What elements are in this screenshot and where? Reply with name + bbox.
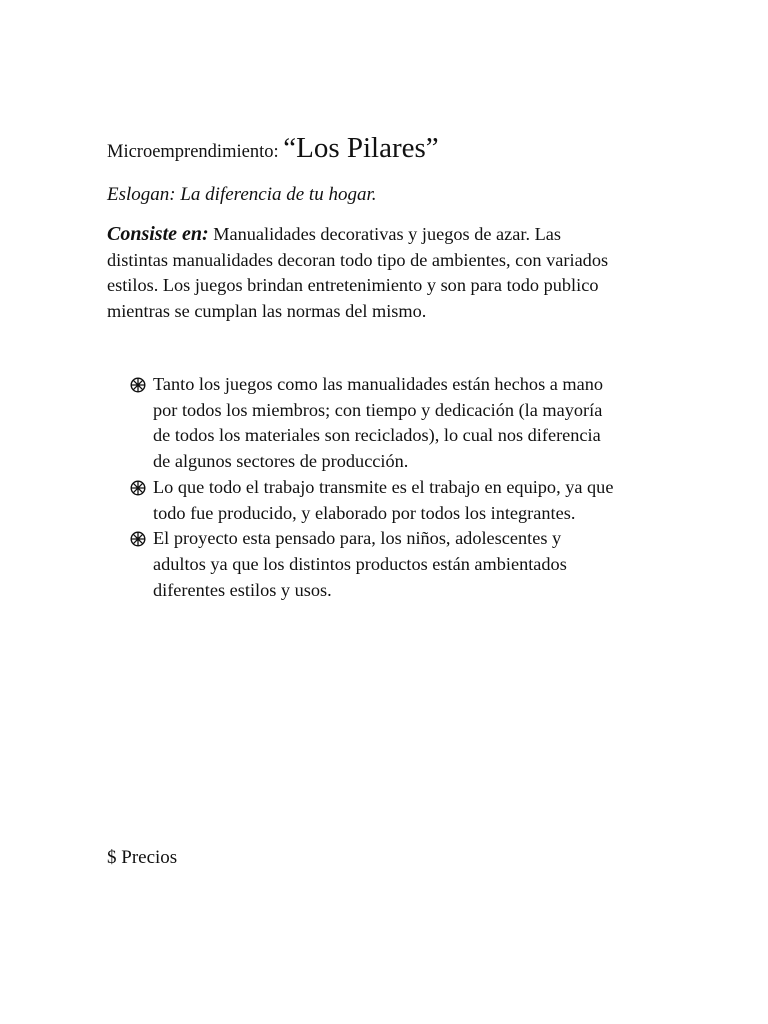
description-paragraph [107, 222, 682, 325]
description-lead: Consiste en: [107, 223, 209, 245]
bullet-1-line-2: por todos los miembros; con tiempo y dedicación (la mayoría [153, 399, 603, 420]
bullet-1-line-3: de todos los materiales son reciclados), lo cual nos diferencia [153, 425, 601, 446]
wheel-bullet-icon [130, 531, 146, 547]
title-label: Microemprendimiento: [107, 142, 284, 162]
bullet-3-line-2: adultos ya que los distintos productos están ambientados [153, 553, 567, 574]
description-line-1 [107, 222, 682, 248]
bullet-2-line-1: Lo que todo el trabajo transmite es el trabajo en equipo, ya que [153, 476, 614, 497]
list-item [130, 526, 690, 603]
slogan: Eslogan: La diferencia de tu hogar. [107, 184, 377, 205]
wheel-bullet-icon [130, 480, 146, 496]
description-line-4: mientras se cumplan las normas del mismo. [107, 301, 427, 322]
bullet-3-line-1: El proyecto esta pensado para, los niños, adolescentes y [153, 528, 562, 549]
list-item [130, 475, 690, 526]
description-line-3: estilos. Los juegos brindan entretenimiento y son para todo publico [107, 275, 599, 296]
description-line-2: distintas manualidades decoran todo tipo de ambientes, con variados [107, 249, 609, 270]
description-text: Manualidades decorativas y juegos de azar. Las [208, 224, 561, 244]
bullet-3-line-3: diferentes estilos y usos. [153, 579, 332, 600]
prices-heading: $ Precios [107, 847, 178, 868]
bullet-1-line-1: Tanto los juegos como las manualidades están hechos a mano [153, 374, 604, 394]
bullet-2-line-2: todo fue producido, y elaborado por todos los integrantes. [153, 502, 576, 523]
list-item [130, 372, 690, 475]
wheel-bullet-icon [130, 377, 146, 393]
business-name: “Los Pilares” [283, 132, 439, 164]
page-title [107, 132, 439, 165]
bullet-list [130, 372, 690, 603]
bullet-1-line-4: de algunos sectores de producción. [153, 451, 409, 472]
